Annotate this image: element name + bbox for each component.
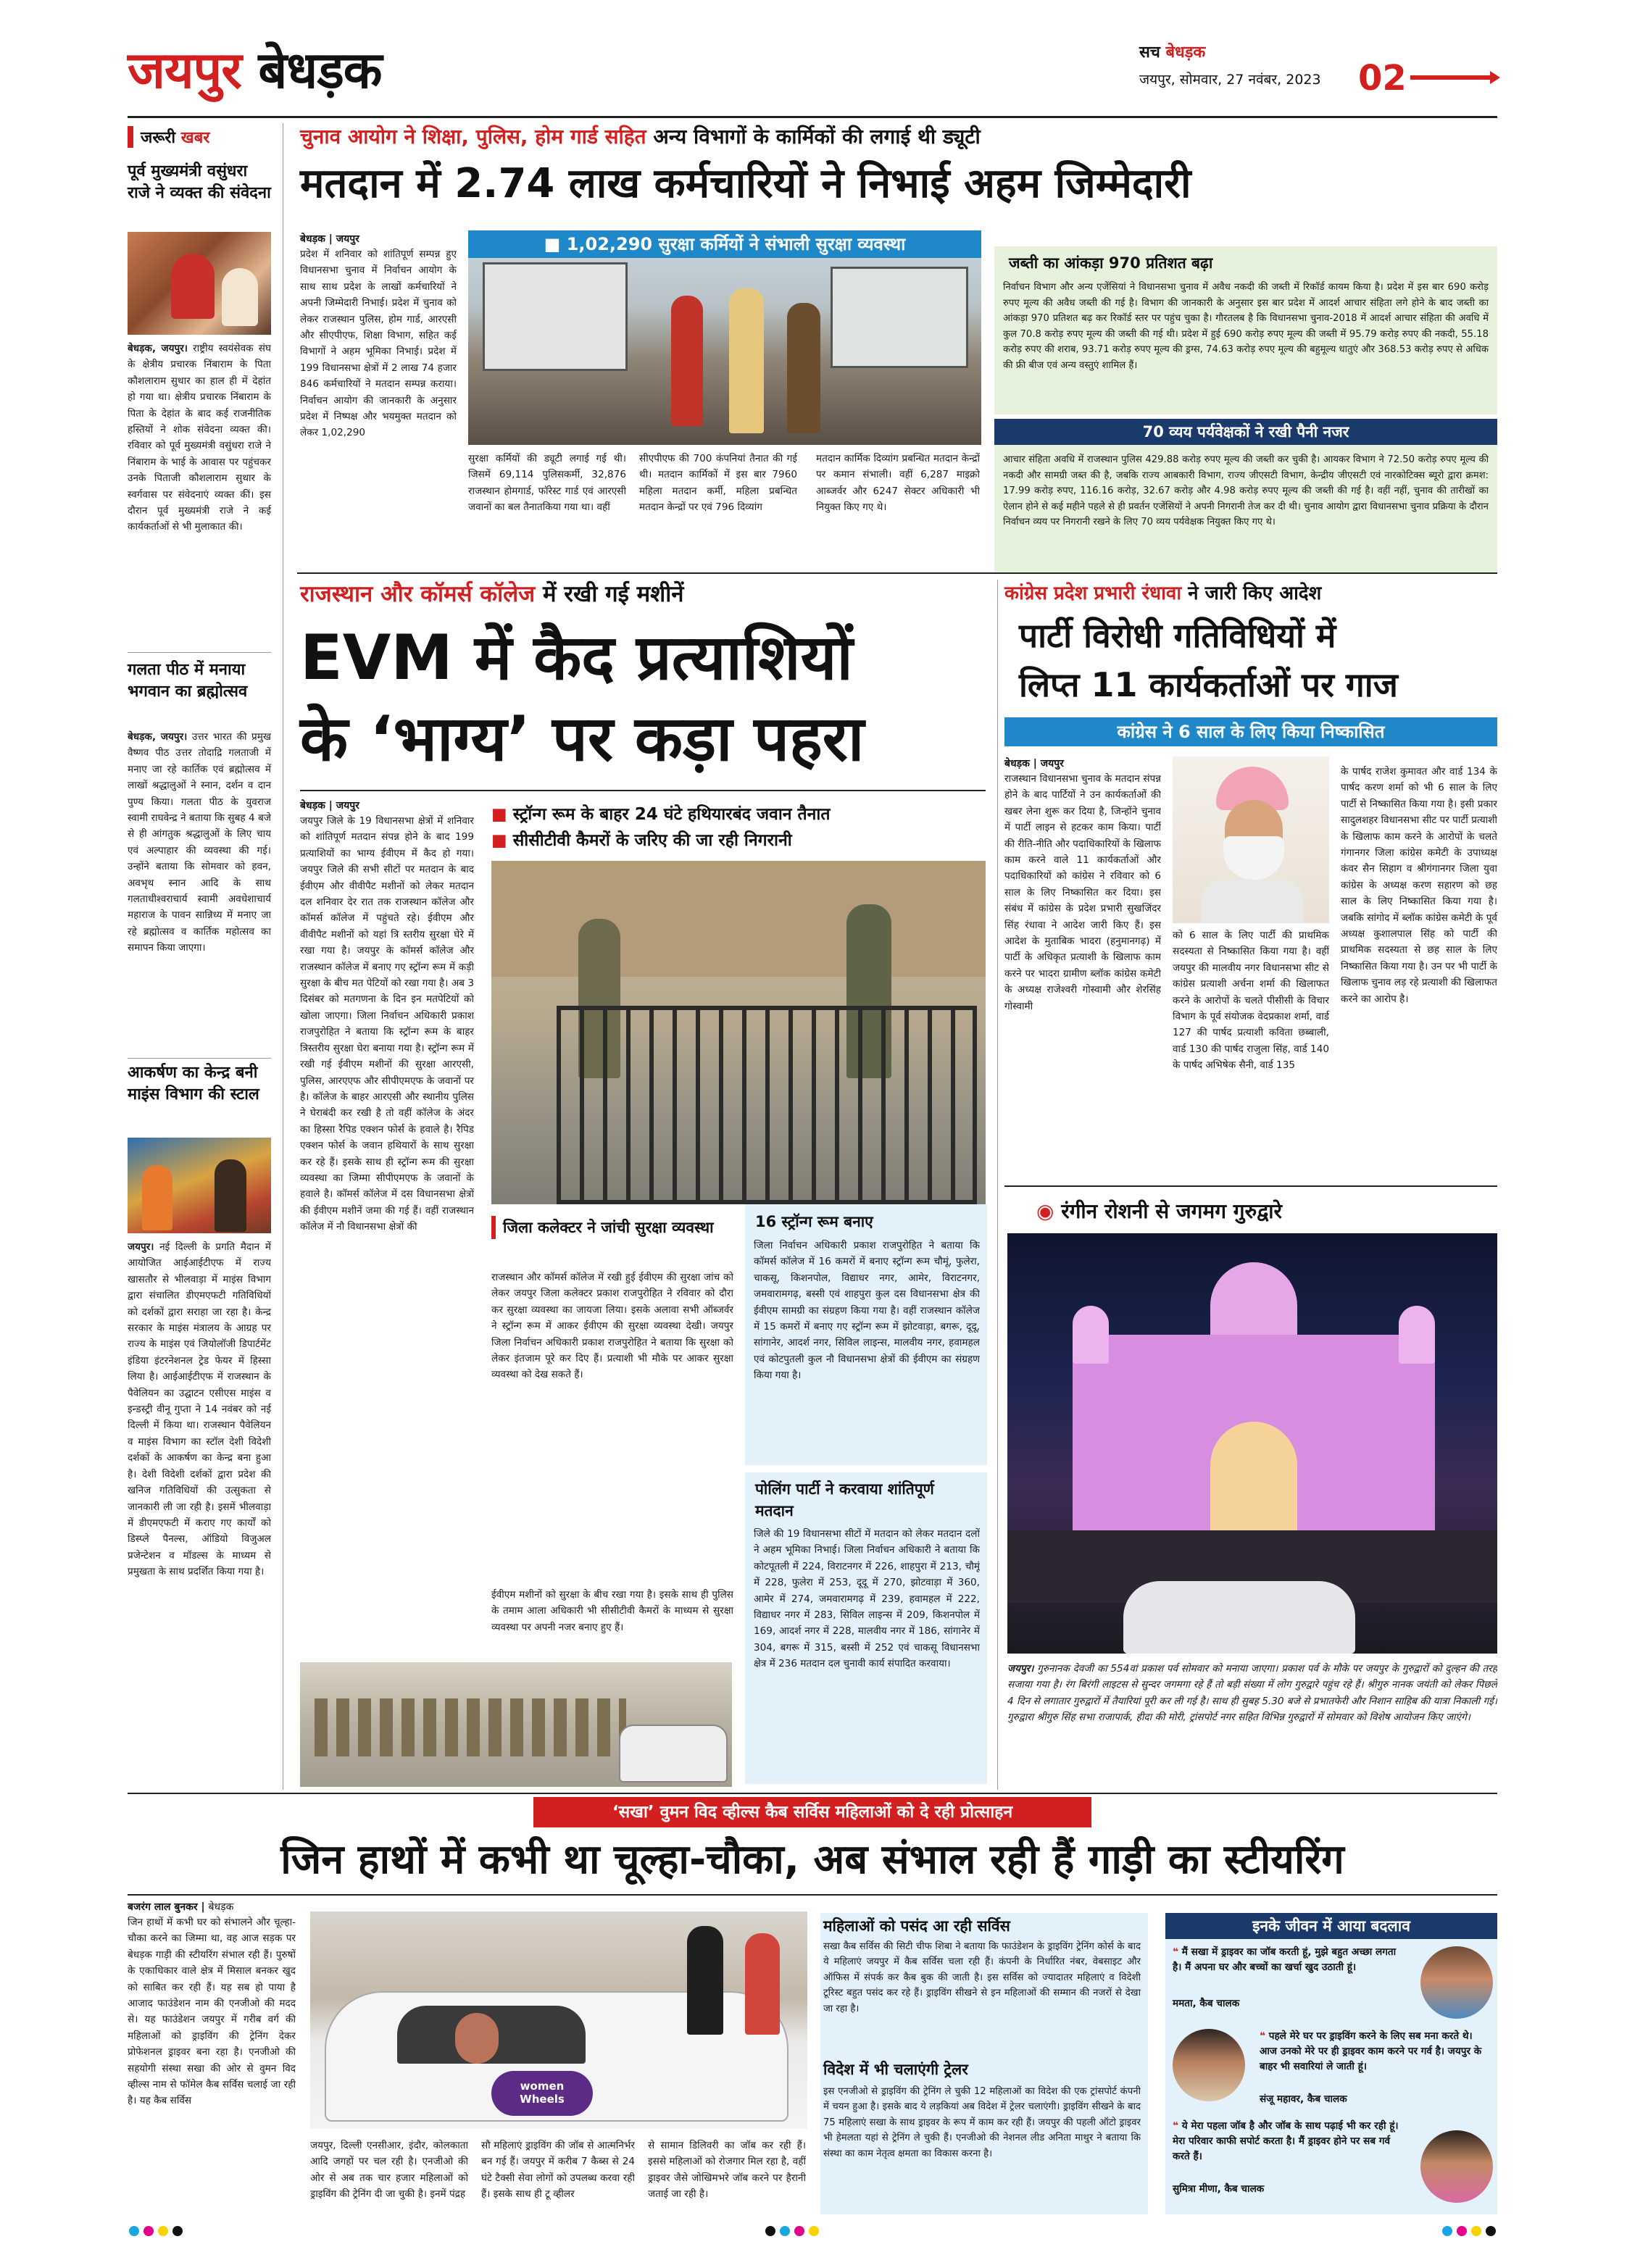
- kicker-rest: में रखी गई मशीनें: [542, 581, 684, 607]
- masthead: [128, 38, 1497, 114]
- brand-logo-part-b: बेधड़क: [258, 41, 382, 100]
- life-change-box-title: इनके जीवन में आया बदलाव: [1165, 1913, 1497, 1939]
- article-body-col-3: से सामान डिलिवरी का जॉब कर रही हैं। इससे महिलाओं को रोजगार मिल रहा है, वहीं ड्राइवर जैसे जोखिमभरे जॉब करने पर हैरानी जताई जा रही है।: [648, 2140, 806, 2201]
- gurudwara-photo: [1007, 1233, 1497, 1654]
- section-rule: [1004, 1185, 1497, 1187]
- article-body: जयपुर जिले के 19 विधानसभा क्षेत्रों में शनिवार को शांतिपूर्ण मतदान संपन्न होने के बाद 199 प्रत्याशियों का भाग्य ईवीएम में कैद हो गया। जयपुर जिले की सभी सीटों पर मतदान के बाद ईवीएम और वीवीपैट मशीनों को लेकर मतदान दल शनिवार देर रात तक राजस्थान कॉलेज और कॉमर्स कॉलेज में पहुंचते रहे। ईवीएम और वीवीपैट मशीनों को यहां त्रि स्तरीय सुरक्षा घेरे में रखा गया है। जयपुर के कॉमर्स कॉलेज और राजस्थान कॉलेज में बनाए गए स्ट्रॉन्ग रूम में कड़ी सुरक्षा के बीच मत पेटियों को रखा गया है। अब 3 दिसंबर को मतगणना के दिन इन मतपेटियों को खोला जाएगा। जिला निर्वाचन अधिकारी प्रकाश राजपुरोहित ने बताया कि स्ट्रॉन्ग रूम के बाहर त्रिस्तरीय सुरक्षा घेरा बनाया गया है। स्ट्रॉन्ग रूम में रखी गई ईवीएम मशीनों की सुरक्षा आरएसी, पुलिस, आरएएफ और सीपीएमएफ के जवानों पर है। कॉलेज के बाहर आरएसी और स्थानीय पुलिस ने घेराबंदी कर रखी है तो वहीं कॉलेज के अंदर का हिस्सा रैपिड एक्शन फोर्स के हवाले है। रैपिड एक्शन फोर्स के जवान हथियारों के साथ सुरक्षा कर रहे हैं। इसके साथ ही स्ट्रॉन्ग रूम की सुरक्षा व्यवस्था का जिम्मा सीपीएमएफ के जवानों के हवाले है। कॉमर्स कॉलेज में दस विधानसभा क्षेत्रों की ईवीएम मशीनें जमा की गई हैं। वहीं राजस्थान कॉलेज में नौ विधानसभा क्षेत्रों की: [300, 815, 474, 1233]
- photo-dome: [1210, 1262, 1297, 1342]
- trailer-box-title: विदेश में भी चलाएंगी ट्रेलर: [823, 2061, 968, 2078]
- quote-1-text: मैं सखा में ड्राइवर का जॉब करती हूं, मुझे बहुत अच्छा लगता है। मैं अपना घर और बच्चों का खर्चा खुद उठाती हूं।: [1173, 1946, 1397, 1973]
- headline-rule: [300, 790, 986, 791]
- service-box-title: महिलाओं को पसंद आ रही सर्विस: [823, 1917, 1010, 1935]
- polling-party-box: [745, 1472, 987, 1784]
- strong-rooms-box-body: जिला निर्वाचन अधिकारी प्रकाश राजपुरोहित ने बताया कि कॉमर्स कॉलेज में 16 कमरों में बनाए स्ट्रॉन्ग रूम चौमूं, फुलेरा, चाकसू, किशनपोल, विद्याधर नगर, आमेर, विराटनगर, जमवारामगढ़, बस्सी एवं शाहपुरा कुल दस विधानसभा क्षेत्र की ईवीएम सामग्री का संग्रहण किया गया है। वहीं राजस्थान कॉलेज में 15 कमरों में बनाए गए स्ट्रॉन्ग रूम में झोटवाड़ा, बगरू, दूदू, सांगानेर, आदर्श नगर, सिविल लाइन्स, मालवीय नगर, हवामहल एवं कोटपुतली कुल नौ विधानसभा क्षेत्रों की ईवीएम का संग्रहण किया गया है।: [754, 1240, 980, 1382]
- quote-2-text: पहले मेरे घर पर ड्राइविंग करने के लिए सब मना करते थे। आज उनको मेरे पर ही ड्राइवर काम करने पर गर्व है। जयपुर के बाहर भी सवारियां ले जाती हूं।: [1260, 2030, 1482, 2072]
- article-kicker: [1004, 580, 1321, 607]
- article-body-left: जिन हाथों में कभी घर को संभालने और चूल्हा-चौका करने का जिम्मा था, वह आज सड़क पर बेधड़क गाड़ी की स्टीयरिंग संभाल रही हैं। पुरुषों के एकाधिकार वाले क्षेत्र में मिसाल बनकर खुद को साबित कर रही हैं। यह सब हो पाया है आजाद फाउंडेशन नाम की एनजीओ की मदद से। यह फाउंडेशन जयपुर में गरीब वर्ग की महिलाओं को ड्राइविंग की ट्रेनिंग देकर प्रोफेशनल ड्राइवर बना रहा है। एनजीओ की सहयोगी संस्था सखा की ओर से वुमन विद व्हील्स नाम से फॉमेल कैब सर्विस चलाई जा रही है। यह कैब सर्विस: [128, 1917, 296, 2107]
- article-body-end: ईवीएम मशीनों को सुरक्षा के बीच रखा गया है। इसके साथ ही पुलिस के तमाम आला अधिकारी भी सीसीटीवी कैमरों के माध्यम से सुरक्षा व्यवस्था पर अपनी नजर बनाए हुए हैं।: [491, 1589, 733, 1633]
- bullet-1: [491, 803, 831, 826]
- sidebar-story-1-body: [128, 341, 271, 645]
- article-subbar: कांग्रेस ने 6 साल के लिए किया निष्कासित: [1004, 717, 1497, 746]
- sidebar-heading-a: जरूरी: [141, 129, 176, 147]
- sidebar-story-3-dateline: जयपुर।: [128, 1241, 154, 1253]
- tagline-b: बेधड़क: [1165, 43, 1206, 62]
- sidebar: [128, 123, 271, 1790]
- article-sakha: [128, 1797, 1497, 2217]
- dateline: बेधड़क | जयपुर: [1004, 758, 1064, 770]
- randhawa-photo: [1173, 756, 1329, 923]
- page-number: 02: [1358, 58, 1407, 99]
- photo-person-3: [787, 303, 820, 433]
- strong-rooms-box-title: 16 स्ट्रॉन्ग रूम बनाए: [755, 1213, 873, 1230]
- bullet-square-icon: ■: [491, 805, 507, 824]
- gurudwara-title-text: रंगीन रोशनी से जगमग गुरुद्वारे: [1061, 1199, 1283, 1223]
- polling-party-box-title: पोलिंग पार्टी ने करवाया शांतिपूर्ण मतदान: [755, 1480, 934, 1519]
- byline-place: बेधड़क: [208, 1901, 234, 1913]
- article-headline: जिन हाथों में कभी था चूल्हा-चौका, अब संभाल रही हैं गाड़ी का स्टीयरिंग: [280, 1836, 1344, 1883]
- tagline-a: सच: [1139, 43, 1160, 62]
- quote-3-author: सुमित्रा मीणा, कैब चालक: [1173, 2183, 1265, 2195]
- bullet-2-text: सीसीटीवी कैमरों के जरिए की जा रही निगरानी: [512, 831, 792, 850]
- photo-person: [671, 296, 703, 426]
- sidebar-story-3-title: आकर्षण का केन्द्र बनी माइंस विभाग की स्टाल: [128, 1064, 259, 1104]
- photo-bus: [483, 262, 628, 371]
- trailer-box-body: इस एनजीओ से ड्राइविंग की ट्रेनिंग ले चुकी 12 महिलाओं का विदेश की एक ट्रांसपोर्ट कंपनी में चयन हुआ है। इसके बाद ये लड़कियां अब विदेश में ट्रेलर चलाएंगी। ड्राइविंग सीखने के बाद 75 महिलाएं सखा के साथ ड्राइवर के रूप में काम कर रही हैं। जयपुर की पहली ऑटो ड्राइवर भी हेमलता यहां से ट्रेनिंग ले चुकी हैं। एनजीओ की नेशनल लीड अनिता माथुर ने बताया कि संस्था का काम नेतृत्व क्षमता का विकास करना है।: [823, 2086, 1141, 2159]
- seizure-box-title: जब्ती का आंकड़ा 970 प्रतिशत बढ़ा: [1009, 254, 1213, 272]
- quote-icon: ❝: [1173, 2120, 1178, 2132]
- article-headline-line-2: के ‘भाग्य’ पर कड़ा पहरा: [300, 703, 865, 775]
- byline: बजरंग लाल बुनकर | बेधड़क: [128, 1901, 234, 1913]
- dateline: बेधड़क | जयपुर: [300, 800, 359, 812]
- article-body-col-1: सुरक्षा कर्मियों की ड्यूटी लगाई गई थी। जिसमें 69,114 पुलिसकर्मी, 32,876 राजस्थान होमगार्ड, फॉरेस्ट गार्ड एवं आरएसी जवानों का बल तैनातकिया गया था। वहीं: [468, 453, 626, 514]
- article-body-right: के पार्षद राजेश कुमावत और वार्ड 134 के पार्षद करण शर्मा को भी 6 साल के लिए पार्टी से निष्कासित किया गया है। इसी प्रकार सादुलशहर विधानसभा सीट पर पार्टी प्रत्याशी के खिलाफ काम करने के आरोपों के चलते गंगानगर जिला कांग्रेस कमेटी के उपाध्यक्ष कंवर सैन सिहाग व श्रीगंगानगर जिला युवा कांग्रेस के अध्यक्ष करण सहारण को छह साल के लिए निष्कासित किया गया है। जबकि सांगोद में ब्लॉक कांग्रेस कमेटी के पूर्व अध्यक्ष कुशालपाल सिंह को पार्टी की प्राथमिक सदस्यता से छह साल के लिए निष्कासित किया गया है। उन पर भी पार्टी के खिलाफ चुनाव लड़ रहे प्रत्याशी की खिलाफत करने का आरोप है।: [1341, 766, 1497, 1005]
- observers-box-title: 70 व्यय पर्यवेक्षकों ने रखी पैनी नजर: [994, 419, 1497, 445]
- pen-nib-tip: [1490, 71, 1500, 84]
- seizure-box: [994, 246, 1497, 414]
- photo-figure: [142, 1165, 172, 1230]
- article-election-staff: [297, 123, 1497, 572]
- section-rule: [128, 1793, 1497, 1794]
- sidebar-story-1-title: पूर्व मुख्यमंत्री वसुंधरा राजे ने व्यक्त की संवेदना: [128, 162, 271, 202]
- gurudwara-caption: [1007, 1661, 1497, 1784]
- collector-box-title: जिला कलेक्टर ने जांची सुरक्षा व्यवस्था: [491, 1216, 733, 1239]
- observers-box-body: आचार संहिता अवधि में राजस्थान पुलिस 429.88 करोड़ रुपए मूल्य की जब्ती कर चुकी है। आयकर विभाग ने 72.50 करोड़ रुपए मूल्य की नकदी और सामग्री जब्त की है, जबकि राज्य आबकारी विभाग, राज्य जीएसटी विभाग, केन्द्रीय जीएसटी एवं नारकोटिक्स ब्यूरो द्वारा क्रमश: 17.99 करोड़ रुपए, 116.16 करोड़, 32.67 करोड़ और 4.98 करोड़ रुपए मूल्य की जब्ती की गई है। वहीं नहीं, चुनाव की तारीखों का ऐलान होने से कई महीने पहले से ही प्रवर्तन एजेंसियों ने अपनी निगरानी तेज कर दी थी। चुनाव आयोग द्वारा विधानसभा चुनाव प्रक्रिया के दौरान निर्वाचन व्यय पर निगरानी रखने के लिए 70 व्यय पर्यवेक्षक नियुक्त किए गए थे।: [1003, 454, 1489, 528]
- sidebar-heading: [128, 126, 271, 148]
- registration-marks-left: [129, 2226, 183, 2236]
- article-body-col-2: सीएपीएफ की 700 कंपनियां तैनात की गई थी। मतदान कार्मिकों में इस बार 7960 महिला मतदान कर्मी, महिला प्रबन्धित मतदान केन्द्रों पर एवं 796 दिव्यांग: [639, 453, 797, 514]
- dateline: जयपुर, सोमवार, 27 नवंबर, 2023: [1139, 72, 1321, 88]
- life-change-box: [1165, 1913, 1497, 2214]
- sidebar-story-2-text: उत्तर भारत की प्रमुख वैष्णव पीठ उत्तर तोदाद्रि गलताजी में मनाए जा रहे कार्तिक एवं ब्रह्मोत्सव में लाखों श्रद्धालुओं ने स्नान, दर्शन व दान पुण्य किया। गलता पीठ के युवराज स्वामी राघवेन्द्र ने बताया कि सुबह 4 बजे से ही आंगतुक श्रद्धालुओं के लिए चाय एवं अल्पाहार की व्यवस्था की गई। उन्होंने बताया कि सोमवार को हवन, अवभृथ स्नान आदि के साथ गलताधीश्वराचार्य स्वामी अवधेशाचार्य महाराज के पावन सान्निध्य में मनाए जा रहे ब्रह्मोत्सव व कार्तिक महोत्सव का समापन किया जाएगा।: [128, 731, 271, 954]
- bullet-2: [491, 829, 792, 852]
- masthead-rule: [128, 116, 1497, 118]
- bullet-square-icon: ■: [491, 831, 507, 850]
- kicker-rest: ने जारी किए आदेश: [1188, 583, 1322, 604]
- photo-body: [1202, 880, 1303, 923]
- women-with-wheels-sticker: [491, 2071, 593, 2116]
- photo-figure: [171, 254, 215, 319]
- byline-name: बजरंग लाल बुनकर: [128, 1901, 198, 1913]
- sidebar-story-3-photo: [128, 1138, 271, 1233]
- photo-bus-2: [831, 267, 968, 368]
- photo-tower: [1073, 1306, 1109, 1364]
- photo-driver: [455, 2013, 499, 2064]
- article-body-mid: को 6 साल के लिए पार्टी की प्राथमिक सदस्यता से निष्कासित किया गया है। वहीं जयपुर की मालवीय नगर विधानसभा सीट से कांग्रेस प्रत्याशी अर्चना शर्मा की खिलाफत करने के आरोपों के चलते पीसीसी के विचार विभाग के पूर्व संयोजक वेदप्रकाश शर्मा, वार्ड 127 की पार्षद प्रत्याशी कविता छब्बाली, वार्ड 130 की पार्षद राजुला सिंह, वार्ड 140 के पार्षद अभिषेक सैनी, वार्ड 135: [1173, 930, 1329, 1072]
- photo-person-2: [729, 288, 764, 433]
- bullet-1-text: स्ट्रॉन्ग रूम के बाहर 24 घंटे हथियारबंद जवान तैनात: [512, 805, 831, 824]
- photo-caption-bar: ■ 1,02,290 सुरक्षा कर्मियों ने संभाली सुरक्षा व्यवस्था: [468, 230, 981, 258]
- sidebar-story-2-dateline: बेधड़क, जयपुर।: [128, 731, 188, 743]
- article-body-col-1: जयपुर, दिल्ली एनसीआर, इंदौर, कोलकाता आदि जगहों पर चल रही है। एनजीओ की ओर से अब तक चार हजार महिलाओं को ड्राइविंग की ट्रेनिंग दी जा चुकी है। इनमें पंद्रह: [310, 2140, 468, 2201]
- photo-woman: [687, 1926, 723, 2035]
- photo-car: [1123, 1581, 1355, 1654]
- column-rule: [997, 580, 998, 1790]
- police-force-photo: [300, 1662, 732, 1787]
- registration-marks-right: [1442, 2226, 1496, 2236]
- sumitra-photo: [1420, 2130, 1493, 2203]
- mamta-photo: [1420, 1946, 1493, 2019]
- article-headline-line-2: लिप्त 11 कार्यकर्ताओं पर गाज: [1019, 665, 1398, 704]
- seizure-box-body: निर्वाचन विभाग और अन्य एजेंसियां ने विधानसभा चुनाव में अवैध नकदी की जब्ती में रिकॉर्ड कायम किया है। प्रदेश में इस बार 690 करोड़ रुपए मूल्य की अवैध जब्ती की गई है। विभाग की जानकारी के अनुसार इस बार प्रदेश में आदर्श आचार संहिता लगे होने के बाद जब्ती का आंकड़ा 970 प्रतिशत बढ़ कर रिकॉर्ड स्तर पर पहुंच चुका है। गौरतलब है कि विधानसभा चुनाव-2018 में आदर्श आचार संहिता की अवधि में कुल 70.8 करोड़ रुपए मूल्य की जब्ती की गई थी। प्रदेश में हुई 690 करोड़ रुपए मूल्य की जब्ती में 95.79 करोड़ रुपए की नकदी, 55.18 करोड़ रुपए की शराब, 93.71 करोड़ रुपए मूल्य की ड्रग्स, 74.63 करोड़ रुपए मूल्य की बहुमूल्य धातुएं और 368.53 करोड़ रुपए से अधिक की फ्री बीज एवं अन्य वस्तुएं शामिल हैं।: [1003, 282, 1489, 371]
- sidebar-heading-b: खबर: [180, 129, 210, 147]
- service-box: [820, 1913, 1148, 2214]
- article-body-col-2: सौ महिलाएं ड्राइविंग की जॉब से आत्मनिर्भर बन गई हैं। जयपुर में करीब 7 कैब्स से 24 घंटे टैक्सी सेवा लोगों को उपलब्ध करवा रही हैं। इसके साथ ही टू व्हीलर: [481, 2140, 635, 2201]
- photo-woman-2: [745, 1933, 780, 2035]
- election-staff-photo: [468, 230, 981, 445]
- quote-2: [1260, 2029, 1490, 2075]
- collector-box: [491, 1216, 733, 1520]
- section-rule: [297, 572, 1497, 574]
- headline-rule: [128, 1894, 1497, 1896]
- gurudwara-title: [1036, 1197, 1282, 1226]
- brand-logo-part-a: जयपुर: [128, 41, 241, 100]
- sidebar-divider: [128, 652, 271, 653]
- photo-tower-2: [1399, 1306, 1435, 1364]
- polling-party-box-body: जिले की 19 विधानसभा सीटों में मतदान को लेकर मतदान दलों ने अहम भूमिका निभाई। जिला निर्वाचन अधिकारी ने बताया कि कोटपूतली में 224, विराटनगर में 226, शाहपुरा में 213, चौमूं में 228, फुलेरा में 253, दूदू में 270, झोटवाड़ा में 360, आमेर में 274, जमवारामगढ़ में 239, हवामहल में 222, विद्याधर नगर में 283, सिविल लाइन्स में 209, किशनपोल में 169, आदर्श नगर में 228, मालवीय नगर में 186, सांगानेर में 304, बगरू में 315, बस्सी में 252 एवं चाकसू विधानसभा क्षेत्र में 236 मतदान दल चुनावी कार्य संपादित करवाया।: [754, 1528, 980, 1670]
- article-kicker: [300, 123, 981, 151]
- strong-room-gate-photo: [491, 861, 986, 1204]
- caption-text: गुरुनानक देवजी का 554वां प्रकाश पर्व सोमवार को मनाया जाएगा। प्रकाश पर्व के मौके पर जयपुर के गुरुद्वारों को दुल्हन की तरह सजाया गया है। रंग बिरंगी लाइटस से सुन्दर जगमगा रहे हैं तो बड़ी संख्या में लोग गुरुद्वारे पहुंच रहे हैं। श्रीगुरु नानक जयंती को लेकर पिछले 4 दिन से लगातार गुरुद्वारों में तैयारियां पूरी कर ली गई है। साथ ही सुबह 5.30 बजे से प्रभातफेरी और निशान साहिब की यात्रा निकाली गई। गुरुद्वारा श्रीगुरु सिंह सभा राजापार्क, हीदा की मोरी, ट्रांसपोर्ट नगर सहित विभिन्न गुरुद्वारों में सोमवार को विशेष आयोजन किए जाएंगे।: [1007, 1663, 1497, 1724]
- article-headline: मतदान में 2.74 लाख कर्मचारियों ने निभाई अहम जिम्मेदारी: [300, 160, 1191, 207]
- registration-marks-center: [765, 2226, 819, 2236]
- article-evm: [297, 580, 993, 1790]
- dateline: बेधड़क | जयपुर: [300, 233, 359, 245]
- quote-1: [1173, 1945, 1397, 1975]
- sidebar-story-3-text: नई दिल्ली के प्रगति मैदान में आयोजित आईआईटीएफ में राज्य खासतौर से भीलवाड़ा में माइंस विभाग द्वारा संचालित डीएमएफटी गतिविधियों को दर्शकों द्वारा सराहा जा रहा है। केन्द्र सरकार के माइंस मंत्रालय के आग्रह पर राज्य के माइंस एवं जियोलॉजी डिपार्टमेंट इंडिया इंटरनेशनल ट्रेड फेयर में हिस्सा लिया है। आईआईटीएफ में राजस्थान के पैवेलियन का उद्घाटन एसीएस माइंस व इन्डस्ट्री वीनू गुप्ता ने 14 नवंबर को नई दिल्ली में किया था। राजस्थान पैवेलियन व माइंस विभाग का स्टॉल देशी विदेशी दर्शकों के आकर्षण का केन्द्र बना हुआ है। देशी विदेशी दर्शकों द्वारा प्रदेश की खनिज गतिविधियों की उत्सुकता से जानकारी ली जा रही है। इसमें भीलवाड़ा में डीएमएफटी में कराए गए कार्यों को डिस्प्ले पैनल्स, ऑडियो विजुअल प्रजेन्टेशन व मॉडल्स के माध्यम से प्रमुखता के साथ प्रदर्शित किया गया है।: [128, 1241, 271, 1578]
- sidebar-story-3-body: [128, 1239, 271, 1746]
- tagline: [1139, 41, 1205, 62]
- kicker-rest: अन्य विभागों के कार्मिकों की लगाई थी ड्यूटी: [653, 125, 981, 149]
- service-box-body: सखा कैब सर्विस की सिटी चीफ शिबा ने बताया कि फाउंडेशन के ड्राइविंग ट्रेनिंग कोर्स के बाद ये महिलाएं जयपुर में कैब सर्विस चला रही हैं। कंपनी के निर्धारित नंबर, वेबसाइट और ऑफिस में संपर्क कर कैब बुक की जाती है। इस सर्विस को ज्यादातर महिलाएं व विदेशी टूरिस्ट बहुत पसंद कर रहे हैं। ड्राइविंग सीखने से इन महिलाओं की सम्मान की नजरों से देखा जा रहा है।: [823, 1941, 1141, 2014]
- article-body-left: प्रदेश में शनिवार को शांतिपूर्ण सम्पन्न हुए विधानसभा चुनाव में निर्वाचन आयोग के साथ साथ प्रदेश के लाखों कर्मचारियों ने अपनी जिम्मेदारी निभाई। प्रदेश में चुनाव को लेकर राजस्थान पुलिस, होम गार्ड, आरएसी और सीएपीएफ, शिक्षा विभाग, सहित कई विभागों ने अहम भूमिका निभाई। प्रदेश में 199 विधानसभा क्षेत्रों में 2 लाख 74 हजार 846 कर्मचारियों ने मतदान सम्पन्न कराया। निर्वाचन आयोग की जानकारी के अनुसार प्रदेश में निष्पक्ष और भयमुक्त मतदान को लेकर 1,02,290: [300, 249, 457, 439]
- camera-icon: ◉: [1036, 1199, 1054, 1223]
- article-body-left: राजस्थान विधानसभा चुनाव के मतदान संपन्न होने के बाद पार्टियों ने उन कार्यकर्ताओं की खबर लेना शुरू कर दिया है, जिन्होंने चुनाव में पार्टी लाइन से हटकर काम किया। पार्टी की रीति-नीति और पदाधिकारियों के खिलाफ काम करने वाले 11 कार्यकर्ताओं और पदाधिकारियों को कांग्रेस ने रविवार को 6 साल के लिए निष्कासित कर दिया। इस संबंध में कांग्रेस के प्रदेश प्रभारी सुखजिंदर सिंह रंधावा ने आदेश जारी किए हैं। इस आदेश के मुताबिक भादरा (हनुमानगढ़) में पार्टी के अधिकृत प्रत्याशी के खिलाफ काम करने पर भादरा ग्रामीण ब्लॉक कांग्रेस कमेटी के अध्यक्ष राजेश्वरी गोस्वामी और शेरसिंह गोस्वामी: [1004, 773, 1161, 1012]
- sidebar-story-1-text: राष्ट्रीय स्वयंसेवक संघ के क्षेत्रीय प्रचारक निंबाराम के पिता कौशलाराम सुथार का हाल ही में देहांत हो गया था। क्षेत्रीय प्रचारक निंबाराम के पिता के देहांत के बाद कई राजनीतिक हस्तियों ने शोक संवेदना व्यक्त की। रविवार को पूर्व मुख्यमंत्री वसुंधरा राजे ने निंबाराम के भाई के आवास पर पहुंचकर उनके पिताजी कौशलाराम सुथार के स्वर्गवास पर संवेदनाएं व्यक्त कीं। इस दौरान पूर्व मुख्यमंत्री राजे ने कई कार्यकर्ताओं से भी मुलाकात की।: [128, 343, 271, 533]
- pen-nib-decoration: [1410, 75, 1496, 80]
- article-kicker: [300, 580, 683, 609]
- sidebar-story-1-dateline: बेधड़क, जयपुर।: [128, 343, 188, 354]
- quote-icon: ❝: [1173, 1946, 1178, 1958]
- kicker-red: चुनाव आयोग ने शिक्षा, पुलिस, होम गार्ड सहित: [300, 125, 646, 149]
- photo-arch: [1210, 1422, 1297, 1530]
- photo-figure-2: [222, 268, 258, 326]
- article-gurudwara: [1007, 1190, 1497, 1791]
- caption-lead: जयपुर।: [1007, 1663, 1034, 1675]
- quote-1-author: ममता, कैब चालक: [1173, 1998, 1240, 2009]
- photo-figure-2: [215, 1159, 246, 1232]
- photo-building: [491, 861, 986, 977]
- article-body-col-3: मतदान कार्मिक दिव्यांग प्रबन्धित मतदान केन्द्रों पर कमान संभाली। वहीं 6,287 माइक्रो आब्जर्वर और 6247 सेक्टर अधिकारी भी नियुक्त किए गए थे।: [816, 453, 980, 514]
- sidebar-story-1-photo: [128, 232, 271, 335]
- sticker-line-2: Wheels: [520, 2093, 565, 2106]
- quote-3: [1173, 2119, 1402, 2164]
- quote-icon: ❝: [1260, 2030, 1265, 2042]
- photo-police-row: [315, 1698, 626, 1756]
- quote-2-author: संजू महावर, कैब चालक: [1260, 2093, 1347, 2105]
- sidebar-story-2-body: [128, 729, 271, 1052]
- photo-gate: [557, 1006, 977, 1204]
- observers-box: [994, 419, 1497, 572]
- article-headline-line-1: EVM में कैद प्रत्याशियों: [300, 622, 853, 694]
- sticker-line-1: women: [520, 2080, 565, 2093]
- strong-rooms-box: [745, 1204, 987, 1465]
- women-driver-photo: [310, 1911, 807, 2129]
- brand-logo: [128, 38, 382, 103]
- sidebar-story-2-title: गलता पीठ में मनाया भगवान का ब्रह्मोत्सव: [128, 661, 248, 701]
- sanju-photo: [1173, 2029, 1245, 2101]
- collector-box-body: राजस्थान और कॉमर्स कॉलेज में रखी हुई ईवीएम की सुरक्षा जांच को लेकर जयपुर जिला कलेक्टर प्रकाश राजपुरोहित ने रविवार को दौरा कर सुरक्षा व्यवस्था का जायजा लिया। इसके अलावा सभी ऑब्जर्वर ने स्ट्रॉन्ग रूम में आकर ईवीएम की सुरक्षा व्यवस्था देखी। जयपुर जिला निर्वाचन अधिकारी प्रकाश राजपुरोहित ने बताया कि सुरक्षा को लेकर इंतजाम पूरे कर दिए हैं। प्रत्याशी भी मौके पर आकर सुरक्षा व्यवस्था को देख सकते हैं।: [491, 1272, 733, 1381]
- photo-beard: [1223, 836, 1284, 880]
- photo-car: [619, 1725, 728, 1783]
- article-congress: [1004, 580, 1497, 1188]
- kicker-red: राजस्थान और कॉमर्स कॉलेज: [300, 581, 536, 607]
- sidebar-divider: [128, 1058, 271, 1059]
- article-kicker-bar: ‘सखा’ वुमन विद व्हील्स कैब सर्विस महिलाओं को दे रही प्रोत्साहन: [533, 1797, 1091, 1827]
- article-headline-line-1: पार्टी विरोधी गतिविधियों में: [1019, 616, 1336, 655]
- quote-3-text: ये मेरा पहला जॉब है और जॉब के साथ पढ़ाई भी कर रही हूं। मेरा परिवार काफी सपोर्ट करता है। मैं ड्राइवर होने पर सब गर्व करते हैं।: [1173, 2120, 1399, 2162]
- kicker-red: कांग्रेस प्रदेश प्रभारी रंधावा: [1004, 583, 1182, 604]
